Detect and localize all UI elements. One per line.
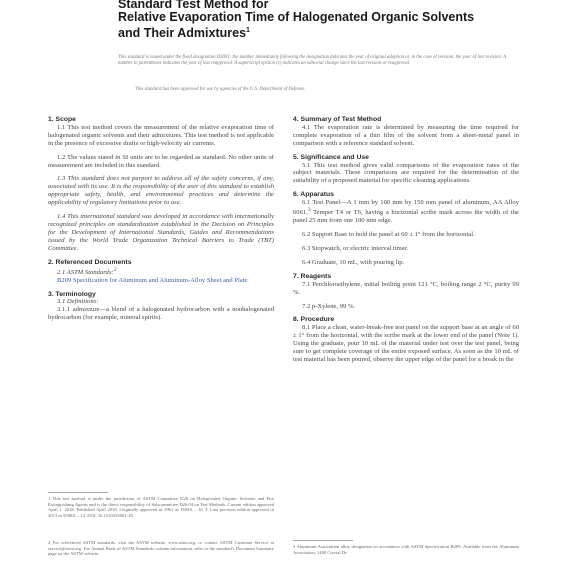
reference-title-link[interactable]: Specification for Aluminum and Aluminum-Alloy Sheet and Plate bbox=[72, 276, 248, 284]
dod-approval-notice: This standard has been approved for use by agencies of the U.S. Department of Defense. bbox=[135, 87, 306, 92]
paragraph-6-1: 6.1 Test Panel—A 1 mm by 100 mm by 150 mm panel of aluminum, AA Alloy 6061,$^3$ Temper T4 or T6, having a horizontal scribe mark across the width of the panel 25 mm from one 100 mm edge. bbox=[293, 199, 519, 225]
paragraph-1-1: 1.1 This test method covers the measurement of the relative evaporation time of halogenated organic solvents and their admixtures. This test method is not applicable in the presence of excessive drafts or high-velocity air currents. bbox=[48, 123, 274, 147]
section-heading-significance: 5. Significance and Use bbox=[293, 153, 369, 161]
paragraph-5-1: 5.1 This test method gives valid comparisons of the evaporation rates of the subject materials. These comparisons are required for the determination of the suitability of a proposed material for specific cleaning applications. bbox=[293, 161, 519, 185]
referenced-standard bbox=[48, 277, 274, 285]
section-heading-apparatus: 6. Apparatus bbox=[293, 191, 334, 199]
section-heading-procedure: 8. Procedure bbox=[293, 316, 335, 324]
section-heading-summary: 4. Summary of Test Method bbox=[293, 116, 382, 123]
paragraph-7-1: 7.1 Perchloroethylene, initial boiling point 121 °C, boiling range 2 °C, purity 99 %. bbox=[293, 280, 519, 296]
document-title bbox=[118, 0, 548, 40]
paragraph-3-1-1: 3.1.1 admixture—a blend of a halogenated hydrocarbon with a nonhalogenated hydrocarbon (for example, mineral spirits). bbox=[48, 306, 274, 322]
footnote-2: 2 For referenced ASTM standards, visit the ASTM website, www.astm.org, or contact ASTM Customer Service at service@astm.org. For Annual Book of ASTM Standards volume information, refer to the standard's Document Summary page on the ASTM website. bbox=[48, 540, 274, 557]
section-heading-terminology: 3. Terminology bbox=[48, 290, 96, 298]
paragraph-1-2: 1.2 The values stated in SI units are to be regarded as standard. No other units of measurement are included in this standard. bbox=[48, 153, 274, 169]
section-heading-reagents: 7. Reagents bbox=[293, 272, 332, 280]
title-line-2: Relative Evaporation Time of Halogenated Organic Solvents bbox=[118, 10, 475, 24]
title-line-3: and Their Admixtures$^1$ bbox=[118, 26, 250, 41]
paragraph-1-3: 1.3 This standard does not purport to address all of the safety concerns, if any, associated with its use. It is the responsibility of the user of this standard to establish appropriate safety, health, and environmental practices and determine the applicability of regulatory limitations prior to use. bbox=[48, 175, 274, 207]
footnote-divider-right bbox=[293, 540, 353, 541]
paragraph-8-1: 8.1 Place a clean, water-break-free test panel on the support base at an angle of 60 ± 1° from the horizontal, with the scribe mark at the lower end of the panel (Note 1). Using the graduate, pour 10 mL of the material under test over the test panel, being sure to get complete coverage of the entire exposed surface. As soon as the 10 mL of test material has been poured, observe the upper edge of the panel for a break in the bbox=[293, 324, 519, 363]
paragraph-7-2: 7.2 p-Xylene, 99 %. bbox=[302, 302, 356, 310]
paragraph-2-1: 2.1 ASTM Standards:$^2$ bbox=[57, 266, 117, 276]
paragraph-6-2: 6.2 Support Base to hold the panel at 60 ± 1° from the horizontal. bbox=[302, 231, 475, 239]
footnote-3: 3 Aluminum Association alloy designation in accordance with ASTM Specification B209. Available from the Aluminum Association, 1400 Crystal Dr. bbox=[293, 544, 519, 555]
paragraph-1-4: 1.4 This international standard was developed in accordance with internationally recognized principles on standardization established in the Decision on Principles for the Development of International Standards, Guides and Recommendations issued by the World Trade Organization Technical Barriers to Trade (TBT) Committee. bbox=[48, 213, 274, 252]
paragraph-3-1: 3.1 Definitions: bbox=[57, 298, 99, 306]
designation-notice: This standard is issued under the fixed designation D3001; the number immediately following the designation indicates the year of original adoption or, in the case of revision, the year of last revision. A number in parentheses indicates the year of last reapproval. A superscript epsilon (ε) indicates an editorial change since the last revision or reapproval. bbox=[118, 55, 506, 66]
reference-code-link[interactable]: B209 bbox=[57, 276, 72, 284]
section-heading-scope: 1. Scope bbox=[48, 116, 76, 123]
paragraph-6-3: 6.3 Stopwatch, or electric interval timer. bbox=[302, 244, 409, 252]
section-heading-referenced-documents: 2. Referenced Documents bbox=[48, 258, 132, 266]
left-column bbox=[48, 116, 274, 328]
footnote-divider-left bbox=[48, 492, 108, 493]
footnote-1: 1 This test method is under the jurisdiction of ASTM Committee D26 on Halogenated Organic Solvents and Fire Extinguishing Agents and is the direct responsibility of Subcommittee D26.04 on Test Methods. Current edition approved April 1, 2018. Published April 2018. Originally approved in 1961 as D3001 – 61 T. Last previous edition approved in 2013 as D3001 – 13. DOI: 10.1520/D3001-18. bbox=[48, 496, 274, 518]
right-column bbox=[293, 116, 519, 370]
paragraph-6-4: 6.4 Graduate, 10 mL, with pouring lip. bbox=[302, 258, 405, 266]
paragraph-4-1: 4.1 The evaporation rate is determined by measuring the time required for complete evaporation of a thin film of the solvent from a sheet-metal panel in comparison with a reference standard solvent. bbox=[293, 123, 519, 147]
title-line-1: Standard Test Method for bbox=[118, 0, 269, 11]
